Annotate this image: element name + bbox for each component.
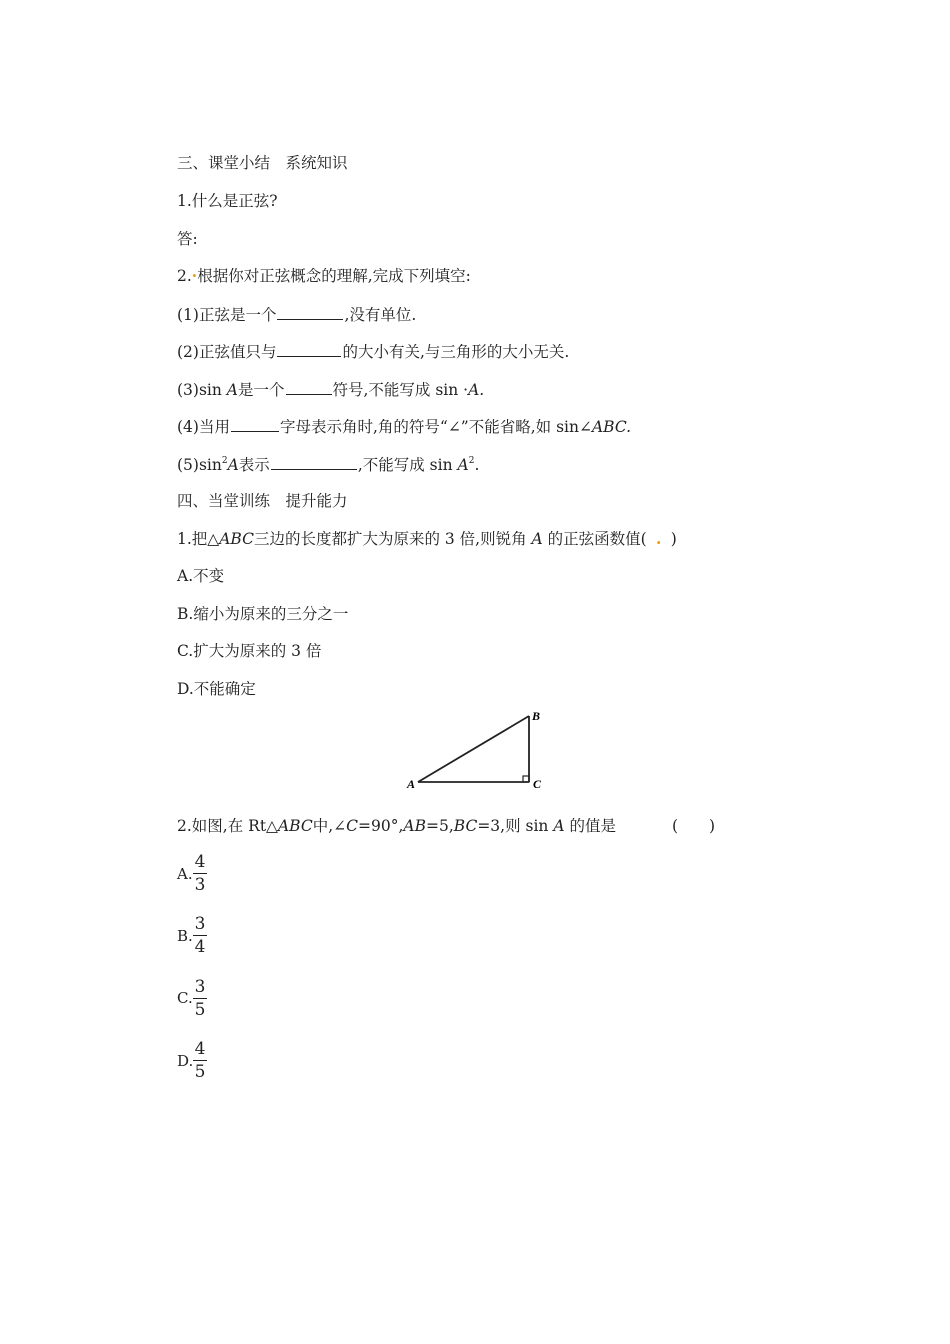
p2-text-b: 中,∠: [312, 817, 347, 835]
answer-label: 答:: [177, 230, 198, 248]
option-A[interactable]: A.不变: [177, 567, 225, 585]
denominator: 3: [194, 875, 206, 895]
variable-AB: AB: [403, 817, 426, 835]
numerator: 4: [194, 1039, 206, 1059]
fill-item-1: [177, 304, 416, 325]
option-C-label[interactable]: C.: [177, 989, 193, 1007]
blank-field[interactable]: [277, 341, 341, 357]
variable-C: C: [346, 817, 358, 835]
option-B-label[interactable]: B.: [177, 927, 193, 945]
practice-heading: 四、当堂训练 提升能力: [177, 492, 348, 510]
blank-field[interactable]: [286, 379, 332, 395]
fill3-text-a: (3)sin: [177, 381, 227, 399]
p2-text-e: =3,则 sin: [477, 817, 554, 835]
summary-heading: 三、课堂小结 系统知识: [177, 154, 348, 172]
p2-text-d: =5,: [425, 817, 454, 835]
fill-item-5: [177, 454, 479, 475]
p1-text-b: 三边的长度都扩大为原来的 3 倍,则锐角: [253, 530, 532, 548]
practice-question-1: [177, 529, 677, 549]
fill3-text-b: 是一个: [237, 381, 285, 399]
p2-text-f: 的值是: [564, 817, 616, 835]
variable-BC: BC: [453, 817, 478, 835]
summary-question-2: [177, 266, 471, 286]
fill-item-2: [177, 341, 569, 362]
fill5-text-e: .: [474, 456, 480, 474]
right-angle-mark: [523, 776, 529, 782]
superscript: 2: [468, 456, 475, 466]
fill2-text-a: (2)正弦值只与: [177, 343, 277, 361]
variable-A: A.: [468, 381, 485, 399]
option-C-fraction: [193, 977, 207, 1020]
q2-number: 2.: [177, 267, 192, 285]
fill1-text-a: (1)正弦是一个: [177, 306, 277, 324]
fill5-text-a: (5)sin: [177, 456, 222, 474]
variable-ABC: ABC.: [591, 418, 632, 436]
option-D-fraction: [193, 1039, 207, 1082]
vertex-label-C: C: [533, 777, 542, 791]
variable-A: A: [457, 456, 469, 474]
option-D-label[interactable]: D.: [177, 1052, 194, 1070]
variable-ABC: ABC: [219, 530, 254, 548]
p1-text-c: 的正弦函数值(: [542, 530, 647, 548]
variable-A: A: [226, 381, 238, 399]
vertex-label-B: B: [532, 709, 541, 723]
p1-text-d: ): [670, 530, 677, 548]
fill-item-4: [177, 416, 631, 437]
fill4-text-a: (4)当用: [177, 418, 230, 436]
numerator: 3: [194, 914, 206, 934]
option-B[interactable]: B.缩小为原来的三分之一: [177, 605, 349, 623]
blank-field[interactable]: [231, 416, 279, 432]
answer-paren[interactable]: ( ): [672, 817, 716, 835]
p2-text-a: 2.如图,在 Rt△: [177, 817, 278, 835]
option-A-label[interactable]: A.: [177, 865, 193, 883]
p2-text-c: =90°,: [358, 817, 404, 835]
option-A-fraction: [193, 852, 207, 895]
fill5-text-c: ,不能写成 sin: [357, 456, 458, 474]
orange-dot-mark: .: [656, 529, 662, 548]
option-C[interactable]: C.扩大为原来的 3 倍: [177, 642, 322, 660]
blank-field[interactable]: [271, 454, 357, 470]
summary-question-1: 1.什么是正弦?: [177, 192, 278, 210]
denominator: 5: [194, 1062, 206, 1082]
numerator: 4: [194, 852, 206, 872]
variable-A: A: [227, 456, 239, 474]
numerator: 3: [194, 977, 206, 997]
p1-text-a: 1.把△: [177, 530, 220, 548]
denominator: 4: [194, 937, 206, 957]
superscript: 2: [221, 456, 228, 466]
denominator: 5: [194, 1000, 206, 1020]
fill2-text-b: 的大小有关,与三角形的大小无关.: [342, 343, 570, 361]
blank-field[interactable]: [277, 304, 343, 320]
orange-dot-mark: ·: [191, 266, 198, 285]
variable-A: A: [531, 530, 543, 548]
option-D[interactable]: D.不能确定: [177, 680, 256, 698]
fill1-text-b: ,没有单位.: [344, 306, 417, 324]
variable-A: A: [553, 817, 565, 835]
fill4-text-b: 字母表示角时,角的符号“∠”不能省略,如 sin∠: [279, 418, 592, 436]
q2-text: 根据你对正弦概念的理解,完成下列填空:: [197, 267, 471, 285]
fill5-text-b: 表示: [238, 456, 270, 474]
side-AB: [418, 716, 529, 782]
fill-item-3: [177, 379, 484, 400]
right-triangle-figure: [400, 704, 560, 798]
vertex-label-A: A: [407, 777, 416, 791]
fill3-text-c: 符号,不能写成 sin ·: [332, 381, 469, 399]
practice-question-2: [177, 816, 616, 836]
variable-ABC: ABC: [277, 817, 313, 835]
option-B-fraction: [193, 914, 207, 957]
